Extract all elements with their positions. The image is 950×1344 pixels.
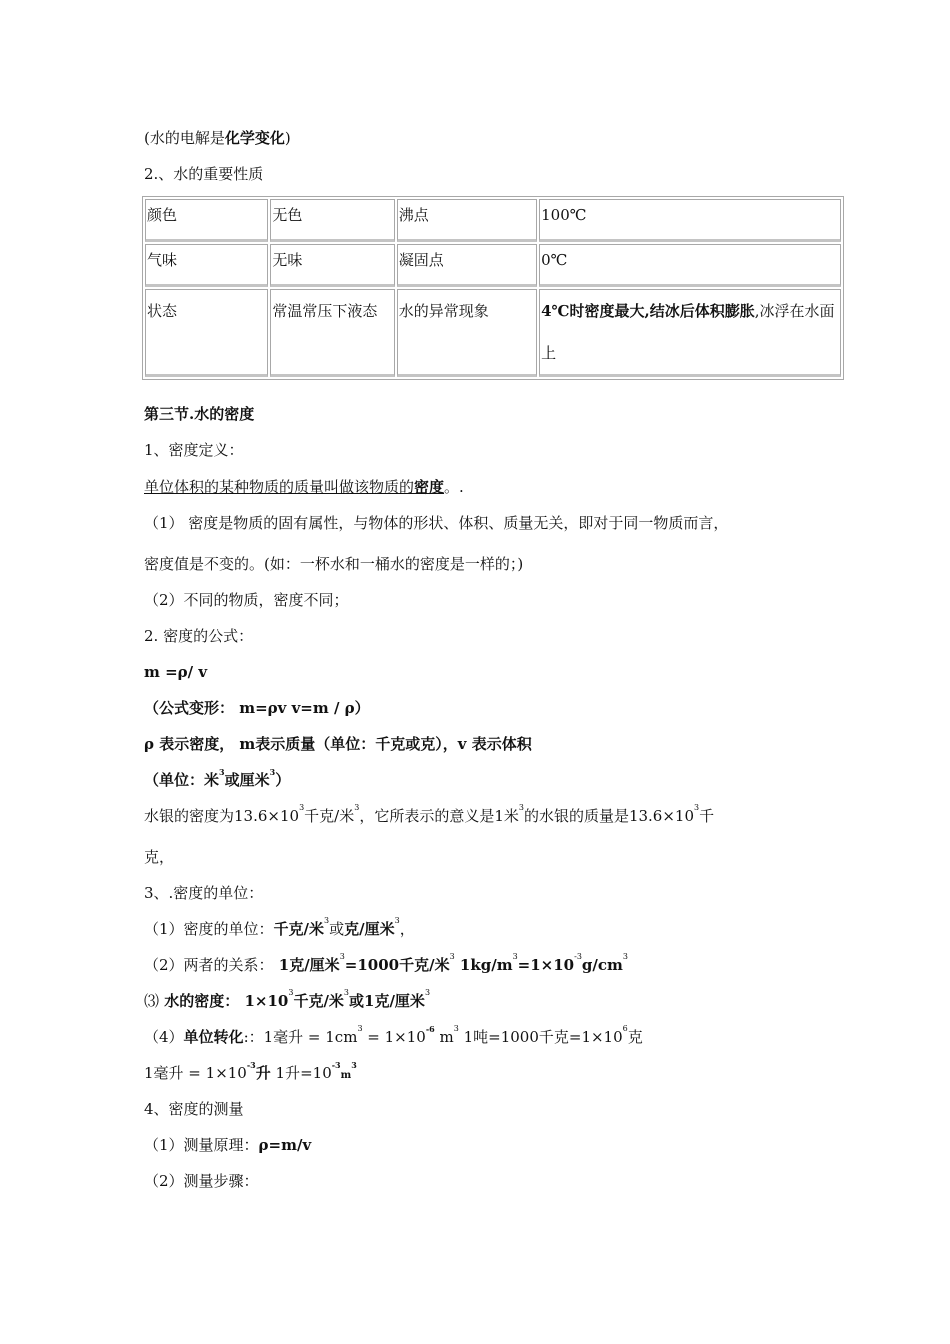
water-properties-table — [142, 196, 844, 380]
unit-conversion-line1: （4）单位转化:：1毫升 = $1cm^3 = 1\times 10^{-6}$ $m^3$ 1吨=1000千克$=1\times 10^6$克 — [144, 1024, 643, 1046]
electrolysis-note: (水的电解是化学变化) — [144, 129, 291, 147]
measurement-principle: （1）测量原理：ρ=m/v — [144, 1136, 312, 1154]
table-cell: 100℃ — [539, 199, 841, 242]
table-cell: 无味 — [270, 244, 394, 287]
point2: （2）不同的物质，密度不同； — [144, 591, 349, 609]
unit-line2: （2）两者的关系： 1克/厘米$^3$=1000千克/米$^3$ $1kg/m^3=1\times 10^{-3}g/cm^3$ — [144, 952, 628, 974]
definition-heading: 1、密度定义： — [144, 441, 244, 459]
table-cell: 凝固点 — [397, 244, 537, 287]
table-cell: 常温常压下液态 — [270, 289, 394, 377]
mercury-example-line2: 克， — [144, 848, 175, 866]
measurement-heading: 4、密度的测量 — [144, 1100, 244, 1118]
symbol-meanings: ρ 表示密度， m表示质量（单位：千克或克），v 表示体积 — [144, 735, 532, 753]
section2-heading: 2.、水的重要性质 — [144, 165, 264, 183]
measurement-steps: （2）测量步骤： — [144, 1172, 259, 1190]
density-definition: 单位体积的某种物质的质量叫做该物质的密度。. — [144, 478, 464, 496]
point1-line1: （1） 密度是物质的固有属性，与物体的形状、体积、质量无关，即对于同一物质而言， — [144, 514, 729, 532]
unit-conversion-line2: 1毫升 = $1\times 10^{-3}$升 1升$=10^{-3}m^3$ — [144, 1060, 357, 1082]
table-cell: 状态 — [145, 289, 268, 377]
table-cell: 颜色 — [145, 199, 268, 242]
table-row — [145, 289, 841, 377]
table-cell: 沸点 — [397, 199, 537, 242]
anomaly-cell: 4℃时密度最大,结冰后体积膨胀,冰浮在水面上 — [539, 289, 841, 377]
table-cell: 0℃ — [539, 244, 841, 287]
units-heading: 3、.密度的单位： — [144, 884, 264, 902]
density-formula: m =ρ/ v — [144, 663, 208, 681]
section3-title: 第三节.水的密度 — [144, 405, 255, 423]
table-row — [145, 244, 841, 287]
mercury-example-line1: 水银的密度为$13.6\times 10^3$千克/米$^3$，它所表示的意义是1米$^3$的水银的质量是$13.6\times 10^3$千 — [144, 803, 715, 825]
volume-units: （单位：米$^3$或厘米$^3$） — [144, 767, 291, 789]
formula-variants: （公式变形： m=ρv v=m / ρ） — [144, 699, 370, 717]
formula-heading: 2. 密度的公式： — [144, 627, 254, 645]
unit-line1: （1）密度的单位：千克/米$^3$或克/厘米$^3$， — [144, 916, 415, 938]
point1-line2: 密度值是不变的。(如：一杯水和一桶水的密度是一样的；) — [144, 555, 524, 573]
table-row — [145, 199, 841, 242]
table-cell: 气味 — [145, 244, 268, 287]
table-cell: 无色 — [270, 199, 394, 242]
table-cell: 水的异常现象 — [397, 289, 537, 377]
water-density-line: ⑶ 水的密度： $1\times 10^3$千克/米$^3$或1克/厘米$^3$ — [144, 988, 431, 1010]
